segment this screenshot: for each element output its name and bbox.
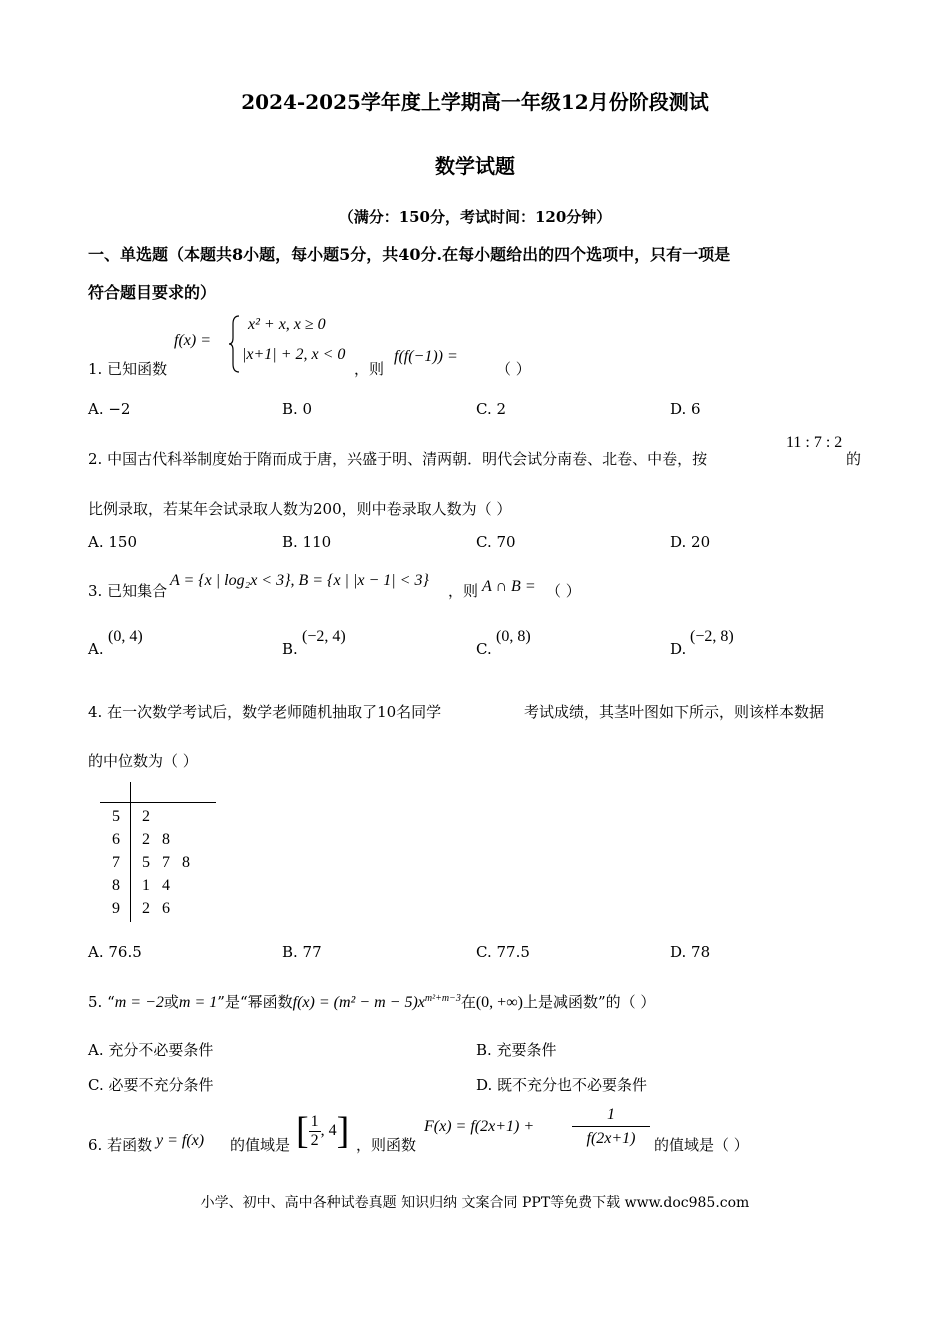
q6-F: F(x) = f(2x+1) + — [424, 1118, 535, 1135]
stem-divider — [130, 782, 131, 922]
leaf-values: 2 — [142, 808, 150, 825]
q6-end: 的值域是（ ） — [654, 1136, 749, 1154]
q3-option-b-value: (−2, 4) — [302, 628, 346, 645]
q1-case2: |x+1| + 2, x < 0 — [242, 346, 346, 363]
q1-func: f(x) = — [174, 332, 211, 349]
q2-line2: 比例录取，若某年会试录取人数为200，则中卷录取人数为（ ） — [88, 500, 512, 518]
q5-cond2: m = 1 — [178, 994, 218, 1011]
q6-mid2: ，则函数 — [356, 1136, 417, 1154]
leaf-values: 2 6 — [142, 900, 170, 917]
exam-title: 2024-2025学年度上学期高一年级12月份阶段测试 — [241, 90, 709, 114]
q5-base: x — [417, 994, 425, 1011]
q5-open: 5. “ — [88, 993, 115, 1011]
q6-range: [ $\frac{1}{2}$ , 4] — [296, 1110, 350, 1152]
q5-option-a: A. 充分不必要条件 — [88, 1041, 214, 1059]
q2-option-a: A. 150 — [88, 533, 137, 551]
q5-option-c: C. 必要不充分条件 — [88, 1076, 214, 1094]
q4-option-d: D. 78 — [670, 943, 711, 961]
q2-ratio: 11 : 7 : 2 — [786, 434, 843, 451]
q3-option-c-label: C. — [476, 640, 492, 658]
stem-value: 7 — [112, 854, 120, 871]
q3-option-d-label: D. — [670, 640, 687, 658]
q3-expr: A ∩ B = — [482, 578, 536, 595]
q6-mid1: 的值域是 — [230, 1136, 291, 1154]
q4-option-c: C. 77.5 — [476, 943, 530, 961]
q4-line1a: 4. 在一次数学考试后，数学老师随机抽取了10名同学 — [88, 703, 442, 721]
q5-option-b: B. 充要条件 — [476, 1041, 557, 1059]
q3-paren: （ ） — [546, 582, 581, 600]
section-heading: 一、单选题（本题共8小题，每小题5分，共40分.在每小题给出的四个选项中，只有一项是 — [88, 245, 731, 264]
exam-subtitle: 数学试题 — [435, 154, 515, 178]
q2-line1: 2. 中国古代科举制度始于隋而成于唐，兴盛于明、清两朝．明代会试分南卷、北卷、中卷，按 — [88, 450, 708, 468]
q2-option-b: B. 110 — [282, 533, 332, 551]
stem-leaf-plot — [100, 782, 220, 922]
stem-value: 6 — [112, 831, 120, 848]
page-footer: 小学、初中、高中各种试卷真题 知识归纳 文案合同 PPT等免费下载 www.doc985.com — [200, 1195, 750, 1211]
stem-header-line — [100, 802, 216, 803]
q5-cond1: m = −2 — [114, 994, 164, 1011]
q1-paren: （ ） — [496, 360, 531, 378]
q2-line1-end: 的 — [846, 450, 862, 468]
q1-prefix: 1. 已知函数 — [88, 360, 168, 378]
q5-interval: (0, +∞) — [475, 994, 523, 1011]
q5-or: 或 — [163, 993, 179, 1011]
q3-mid: ，则 — [448, 582, 479, 600]
q3-prefix: 3. 已知集合 — [88, 582, 168, 600]
stem-value: 8 — [112, 877, 120, 894]
q4-option-b: B. 77 — [282, 943, 322, 961]
q1-option-a: A. −2 — [88, 400, 131, 418]
q6-range-den: 2 — [310, 1131, 319, 1149]
q3-option-a-value: (0, 4) — [108, 628, 143, 645]
section-heading-cont: 符合题目要求的） — [88, 283, 217, 302]
q3-option-b-label: B. — [282, 640, 298, 658]
q5-end: 上是减函数”的（ ） — [522, 993, 656, 1011]
q5-option-d: D. 既不充分也不必要条件 — [476, 1076, 648, 1094]
q1-case1: x² + x, x ≥ 0 — [248, 316, 326, 333]
q1-option-d: D. 6 — [670, 400, 701, 418]
q3-option-c-value: (0, 8) — [496, 628, 531, 645]
q5-func: f(x) = (m² − m − 5) — [292, 994, 418, 1011]
q3-sets: A = {x | log₂x < 3}, B = {x | |x − 1| < 3} — [170, 572, 429, 589]
q4-option-a: A. 76.5 — [88, 943, 142, 961]
exam-info: （满分：150分，考试时间：120分钟） — [338, 208, 612, 226]
q3-option-a-label: A. — [88, 640, 104, 658]
q4-line2: 的中位数为（ ） — [88, 752, 198, 770]
leaf-values: 1 4 — [142, 877, 170, 894]
q6-prefix: 6. 若函数 — [88, 1136, 153, 1154]
stem-value: 9 — [112, 900, 120, 917]
leaf-values: 5 7 8 — [142, 854, 190, 871]
q5-stem — [88, 991, 655, 1012]
q6-F-fraction — [572, 1104, 650, 1151]
q5-mid: ”是“幂函数 — [217, 993, 293, 1011]
q1-brace — [227, 314, 241, 374]
q1-expr: f(f(−1)) = — [394, 348, 458, 365]
q1-option-c: C. 2 — [476, 400, 507, 418]
q1-mid: ，则 — [354, 360, 385, 378]
stem-value: 5 — [112, 808, 120, 825]
q2-option-d: D. 20 — [670, 533, 711, 551]
q6-F-num: 1 — [572, 1104, 650, 1127]
leaf-values: 2 8 — [142, 831, 170, 848]
q6-range-num: 1 — [310, 1112, 319, 1130]
q3-option-d-value: (−2, 8) — [690, 628, 734, 645]
q6-range-rest: , 4 — [320, 1122, 337, 1139]
q5-in: 在 — [460, 993, 476, 1011]
q5-exponent: m²+m−3 — [424, 993, 461, 1004]
q6-F-den: f(2x+1) — [586, 1130, 636, 1147]
q6-func: y = f(x) — [156, 1132, 205, 1149]
q4-line1b: 考试成绩，其茎叶图如下所示，则该样本数据 — [524, 703, 825, 721]
q2-option-c: C. 70 — [476, 533, 516, 551]
q1-option-b: B. 0 — [282, 400, 313, 418]
